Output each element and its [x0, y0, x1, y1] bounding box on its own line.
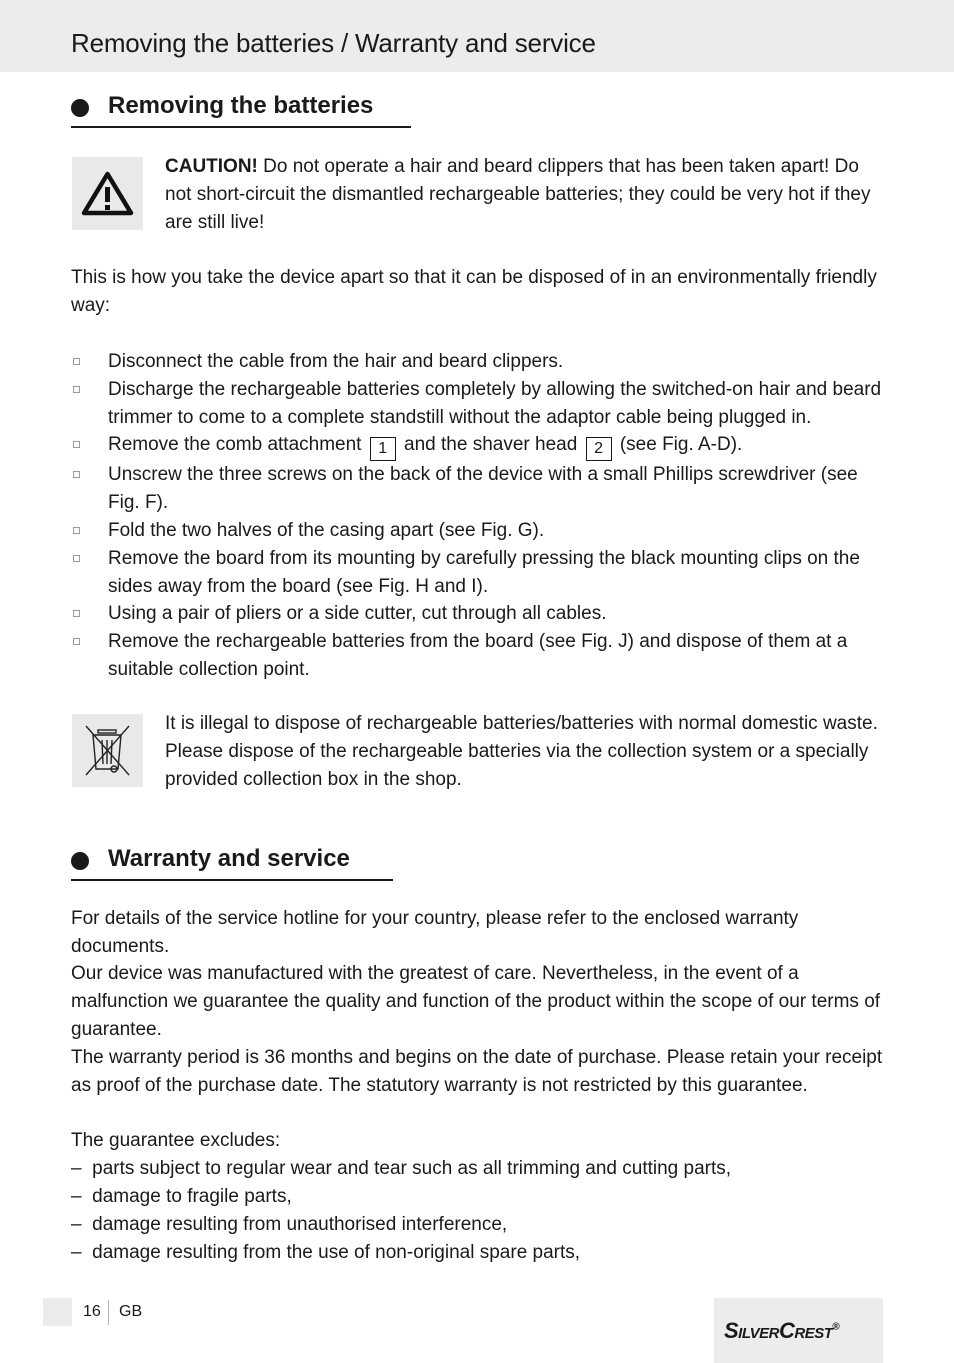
- list-item: – damage to fragile parts,: [71, 1183, 731, 1211]
- checkbox-square-icon: [73, 471, 80, 478]
- section-title: Warranty and service: [108, 845, 350, 872]
- warning-triangle-icon: [72, 157, 143, 230]
- crossed-out-bin-icon: [72, 714, 143, 787]
- excludes-intro: The guarantee excludes:: [71, 1130, 281, 1151]
- warranty-para-2: Our device was manufactured with the greatest of care. Nevertheless, in the event of a malfunction we guarantee the quality and function of the product within the scope of our terms of guarantee.: [71, 963, 881, 1040]
- brand-logo-text: SilverCrest®: [724, 1318, 840, 1343]
- list-item: Discharge the rechargeable batteries completely by allowing the switched-on hair and beard trimmer to come to a complete standstill without the adaptor cable being plugged in.: [71, 376, 886, 432]
- footer-divider: [108, 1300, 109, 1325]
- warranty-para-1: For details of the service hotline for your country, please refer to the enclosed warranty documents.: [71, 908, 799, 957]
- bullet-dot-icon: [71, 99, 89, 117]
- checkbox-square-icon: [73, 358, 80, 365]
- excludes-list: [71, 1155, 731, 1267]
- language-code: GB: [119, 1303, 143, 1320]
- part-ref-1: 1: [370, 437, 396, 461]
- list-item: Remove the rechargeable batteries from the board (see Fig. J) and dispose of them at a suitable collection point.: [71, 628, 886, 684]
- warranty-para-3: The warranty period is 36 months and begins on the date of purchase. Please retain your receipt as proof of the purchase date. The statutory warranty is not restricted by this guarantee.: [71, 1047, 883, 1096]
- checkbox-square-icon: [73, 441, 80, 448]
- checkbox-square-icon: [73, 610, 80, 617]
- page-number: 16: [83, 1303, 101, 1320]
- caution-icon-box: [72, 157, 143, 230]
- disassembly-intro: This is how you take the device apart so that it can be disposed of in an environmentally friendly way:: [71, 267, 877, 316]
- caution-label: CAUTION!: [165, 156, 258, 177]
- caution-body: Do not operate a hair and beard clippers that has been taken apart! Do not short-circuit the dismantled rechargeable batteries; they could be very hot if they are still live!: [165, 156, 871, 233]
- list-item: – parts subject to regular wear and tear such as all trimming and cutting parts,: [71, 1155, 731, 1183]
- list-item: Using a pair of pliers or a side cutter, cut through all cables.: [71, 600, 886, 628]
- checkbox-square-icon: [73, 386, 80, 393]
- list-item: Remove the comb attachment 1 and the shaver head 2 (see Fig. A-D).: [71, 431, 886, 461]
- disassembly-steps: [71, 348, 886, 684]
- checkbox-square-icon: [73, 527, 80, 534]
- checkbox-square-icon: [73, 555, 80, 562]
- checkbox-square-icon: [73, 638, 80, 645]
- list-item: Fold the two halves of the casing apart (see Fig. G).: [71, 517, 886, 545]
- footer-marker: [43, 1298, 72, 1326]
- list-item: Unscrew the three screws on the back of the device with a small Phillips screwdriver (see Fig. F).: [71, 461, 886, 517]
- section-heading-removing: [71, 90, 411, 128]
- caution-text: [165, 153, 885, 237]
- part-ref-2: 2: [586, 437, 612, 461]
- list-item: Disconnect the cable from the hair and beard clippers.: [71, 348, 886, 376]
- page-title: Removing the batteries / Warranty and service: [71, 28, 596, 58]
- section-heading-warranty: [71, 843, 393, 881]
- list-item: – damage resulting from unauthorised interference,: [71, 1211, 731, 1239]
- list-item: – damage resulting from the use of non-original spare parts,: [71, 1239, 731, 1267]
- list-item: Remove the board from its mounting by carefully pressing the black mounting clips on the sides away from the board (see Fig. H and I).: [71, 545, 886, 601]
- bullet-dot-icon: [71, 852, 89, 870]
- section-title: Removing the batteries: [108, 92, 374, 119]
- disposal-icon-box: [72, 714, 143, 787]
- disposal-text: It is illegal to dispose of rechargeable batteries/batteries with normal domestic waste. Please dispose of the rechargeable batteries via the collection system or a specially provided collection box in the shop.: [165, 713, 878, 790]
- brand-logo: [714, 1298, 883, 1363]
